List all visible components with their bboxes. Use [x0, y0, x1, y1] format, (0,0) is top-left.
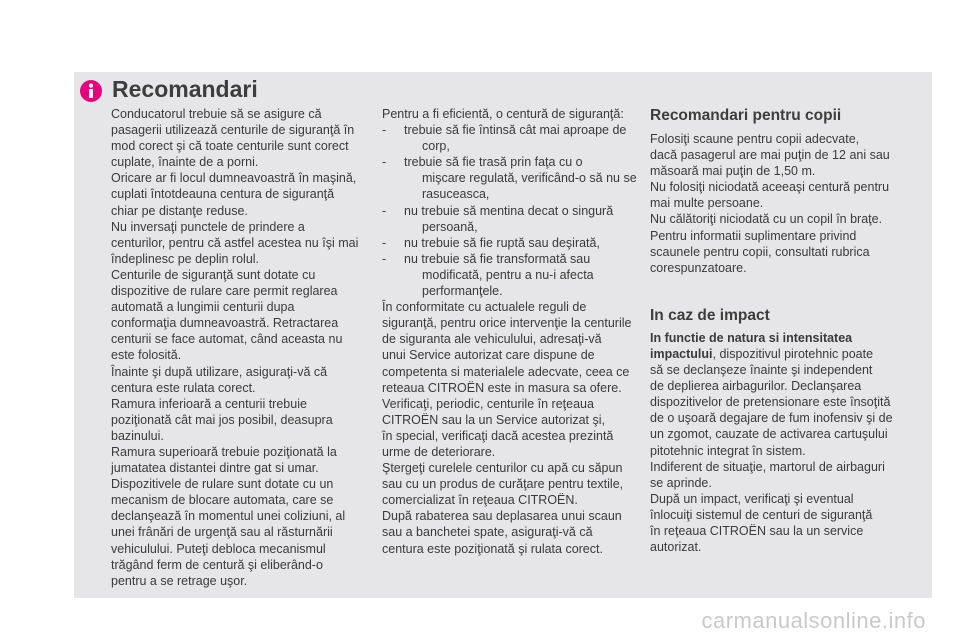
text-line: unei frânări de urgenţă sau al răsturnării: [111, 525, 333, 540]
text-line: conformaţia dumneavoastră. Retractarea: [111, 316, 339, 331]
dash-item: [382, 154, 640, 202]
text-line: autorizat.: [650, 540, 702, 555]
dash-bullet: -: [382, 235, 387, 250]
dash-item-line: mişcare regulată, verificând-o să nu se: [422, 171, 637, 186]
text-line: Ştergeţi curelele centurilor cu apă cu săpun: [382, 461, 623, 476]
dash-bullet: -: [382, 123, 387, 138]
dash-item-line: trebuie să fie trasă prin faţa cu o: [404, 155, 583, 170]
text-line: Dispozitivele de rulare sunt dotate cu un: [111, 477, 334, 492]
dash-item-line: performanţele.: [422, 284, 503, 299]
dash-list: [382, 122, 640, 299]
column-children-impact: [650, 106, 916, 555]
text-line: mai multe persoane.: [650, 196, 764, 211]
impact-body: [650, 362, 916, 555]
text-line: Conducatorul trebuie să se asigure că: [111, 107, 322, 121]
children-heading: Recomandari pentru copii: [650, 107, 842, 124]
text-line: cuplati întotdeauna centura de siguranţă: [111, 187, 335, 202]
text-line: să se declanşeze înainte şi independent: [650, 363, 873, 378]
dash-bullet: -: [382, 251, 387, 266]
impact-bold-line: In functie de natura si intensitatea: [650, 330, 853, 345]
text-line: jumatatea distantei dintre gat si umar.: [111, 461, 319, 476]
text-line: siguranţă, pentru orice intervenţie la centurile: [382, 316, 632, 331]
text-line: pitotehnic integrat în sistem.: [650, 443, 806, 458]
text-line: sau cu un produs de curăţare pentru textile,: [382, 477, 624, 492]
text-line: Centurile de siguranţă sunt dotate cu: [111, 267, 316, 282]
dash-item-line: rasuceasca,: [422, 187, 490, 202]
text-line: centurilor, pentru că astfel acestea nu îşi mai: [111, 235, 359, 250]
text-line: Nu folosiţi niciodată aceeaşi centură pentru: [650, 180, 890, 195]
text-line: CITROËN sau la un Service autorizat şi,: [382, 412, 605, 427]
dash-item-line: corp,: [422, 139, 450, 154]
dash-item: [382, 235, 640, 251]
text-line: dispozitivelor de pretensionare este însoţită: [650, 395, 891, 410]
text-line: măsoară mai puţin de 1,50 m.: [650, 164, 816, 179]
text-line: competenta si materialele adecvate, ceea ce: [382, 364, 630, 379]
text-line: Nu inversaţi punctele de prindere a: [111, 219, 305, 234]
text-line: Indiferent de situaţie, martorul de airbaguri: [650, 459, 885, 474]
text-line: Folosiţi scaune pentru copii adecvate,: [650, 132, 860, 146]
text-line: un zgomot, cauzate de activarea cartuşului: [650, 427, 888, 442]
impact-heading: In caz de impact: [650, 306, 770, 324]
text-line: urme de deteriorare.: [382, 444, 496, 459]
text-line: Înainte şi după utilizare, asiguraţi-vă că: [111, 364, 328, 379]
text-line: îndeplinesc pe deplin rolul.: [111, 251, 260, 266]
col2-intro: Pentru a fi eficientă, o centură de siguranţă:: [382, 107, 624, 121]
col1-text: [111, 106, 371, 589]
dash-item: [382, 251, 640, 299]
info-icon: [80, 80, 102, 102]
text-line: comercializat în reţeaua CITROËN.: [382, 493, 578, 508]
text-line: centura este poziţionată şi rulata corect.: [382, 541, 603, 556]
text-line: de siguranta ale vehiculului, adresaţi-vă: [382, 332, 602, 347]
text-line: După un impact, verificaţi şi eventual: [650, 491, 854, 506]
dash-item-line: nu trebuie să fie transformată sau: [404, 251, 591, 266]
text-line: bazinului.: [111, 428, 164, 443]
dash-item-line: modificată, pentru a nu-i afecta: [422, 267, 594, 282]
text-line: se aprinde.: [650, 475, 712, 490]
text-line: pentru a se retrage uşor.: [111, 573, 248, 588]
text-line: unui Service autorizat care dispune de: [382, 348, 595, 363]
impact-text: [650, 330, 916, 555]
column-belt-efficiency: [382, 106, 640, 557]
text-line: mecanism de blocare automata, care se: [111, 493, 334, 508]
col2-paragraph: [382, 299, 640, 557]
text-line: dispozitive de rulare care permit reglarea: [111, 284, 338, 299]
text-line: Ramura inferioară a centurii trebuie: [111, 396, 307, 411]
dash-item-line: nu trebuie să fie ruptă sau deşirată,: [404, 235, 600, 250]
text-line: Oricare ar fi locul dumneavoastră în maşină,: [111, 171, 357, 186]
dash-item-line: persoană,: [422, 219, 478, 234]
impact-bold-word: impactului: [650, 346, 713, 361]
text-line: dacă pasagerul are mai puţin de 12 ani sau: [650, 148, 890, 163]
dash-item: [382, 203, 640, 235]
text-line: este folosită.: [111, 348, 182, 363]
column-safety-belt-usage: [111, 106, 371, 589]
text-line: pasagerii utilizează centurile de siguranţă în: [111, 123, 355, 138]
text-line: centurii se face automat, când aceasta nu: [111, 332, 343, 347]
text-line: declanşează în momentul unei coliziuni, al: [111, 509, 346, 524]
text-line: sau a banchetei spate, asiguraţi-vă că: [382, 525, 593, 540]
page-title: Recomandari: [112, 76, 258, 102]
text-line: centura este rulata corect.: [111, 380, 256, 395]
text-line: automată a lungimii centurii dupa: [111, 300, 295, 315]
text-line: reteaua CITROËN este in masura sa ofere.: [382, 380, 622, 395]
text-line: mod corect şi că toate centurile sunt corect: [111, 139, 349, 154]
text-line: vehiculului. Puteţi debloca mecanismul: [111, 541, 326, 556]
text-line: trăgând ferm de centură şi eliberând-o: [111, 557, 323, 572]
text-line: scaunele pentru copii, consultati rubrica: [650, 244, 870, 259]
text-line: poziţionată cât mai jos posibil, deasupra: [111, 412, 333, 427]
impact-first-line: [650, 346, 916, 362]
text-line: înlocuiţi sistemul de centuri de siguranţă: [650, 507, 873, 522]
dash-item: [382, 122, 640, 154]
text-line: Nu călătoriţi niciodată cu un copil în braţe.: [650, 212, 883, 227]
text-line: corespunzatoare.: [650, 260, 747, 275]
text-line: în special, verificaţi dacă acestea prezintă: [382, 428, 614, 443]
dash-item-line: nu trebuie să mentina decat o singură: [404, 203, 614, 218]
text-line: de o uşoară degajare de fum inofensiv şi de: [650, 411, 893, 426]
dash-bullet: -: [382, 155, 387, 170]
text-line: În conformitate cu actualele reguli de: [382, 300, 587, 315]
text-line: Verificaţi, periodic, centurile în reţeaua: [382, 396, 594, 411]
text-line: de deplierea airbagurilor. Declanşarea: [650, 379, 862, 394]
text-line: Pentru informatii suplimentare privind: [650, 228, 857, 243]
text-line: chiar pe distanţe reduse.: [111, 203, 248, 218]
text-line: După rabaterea sau deplasarea unui scaun: [382, 509, 622, 524]
dash-bullet: -: [382, 203, 387, 218]
text-line: cuplate, înainte de a porni.: [111, 155, 259, 170]
impact-after-bold: , dispozitivul pirotehnic poate: [712, 346, 874, 361]
children-text: [650, 131, 916, 276]
text-line: Ramura superioară trebuie poziţionată la: [111, 444, 337, 459]
text-line: în reţeaua CITROËN sau la un service: [650, 523, 864, 538]
dash-item-line: trebuie să fie întinsă cât mai aproape de: [404, 123, 627, 138]
watermark: carmanualsonline.info: [701, 608, 926, 633]
